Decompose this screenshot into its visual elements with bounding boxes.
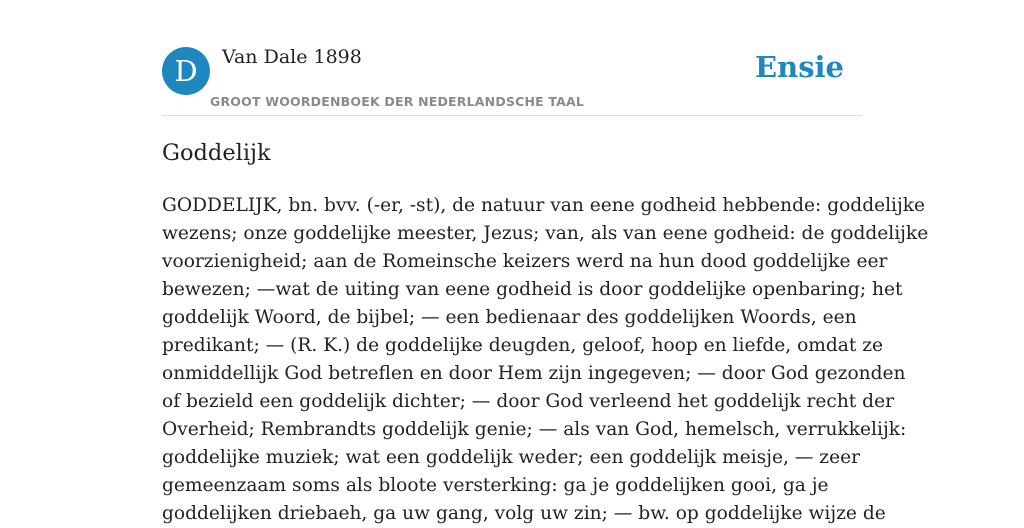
brand-logo[interactable]: Ensie (755, 50, 844, 84)
entry-definition (162, 192, 929, 528)
header (162, 0, 862, 116)
dictionary-avatar[interactable]: D (162, 47, 210, 95)
definition-line: voorzienigheid; aan de Romeinsche keizers werd na hun dood goddelijke eer (162, 251, 888, 272)
definition-line: of bezield een goddelijk dichter; — door God verleend het goddelijk recht der (162, 391, 894, 412)
definition-line: predikant; — (R. K.) de goddelijke deugden, geloof, hoop en liefde, omdat ze (162, 335, 884, 356)
definition-line: GODDELIJK, bn. bvv. (-er, -st), de natuur van eene godheid hebbende: goddelijke (162, 195, 926, 216)
definition-line: wezens; onze goddelijke meester, Jezus; van, als van eene godheid: de goddelijke (162, 223, 929, 244)
dictionary-title[interactable]: Van Dale 1898 (222, 46, 362, 68)
definition-line: goddelijken driebaeh, ga uw gang, volg uw zin; — bw. op goddelijke wijze de (162, 503, 886, 524)
entry-headword: Goddelijk (162, 140, 271, 166)
definition-line: goddelijke muziek; wat een goddelijk weder; een goddelijk meisje, — zeer (162, 447, 860, 468)
definition-line: Overheid; Rembrandts goddelijk genie; — als van God, hemelsch, verrukkelijk: (162, 419, 907, 440)
definition-line: onmiddellijk God betreflen en door Hem zijn ingegeven; — door God gezonden (162, 363, 906, 384)
definition-line: bewezen; —wat de uiting van eene godheid is door goddelijke openbaring; het (162, 279, 903, 300)
definition-line: goddelijk Woord, de bijbel; — een bedienaar des goddelijken Woords, een (162, 307, 857, 328)
definition-line: gemeenzaam soms als bloote versterking: ga je goddelijken gooi, ga je (162, 475, 829, 496)
dictionary-subtitle: GROOT WOORDENBOEK DER NEDERLANDSCHE TAAL (210, 94, 585, 109)
page (162, 0, 929, 524)
